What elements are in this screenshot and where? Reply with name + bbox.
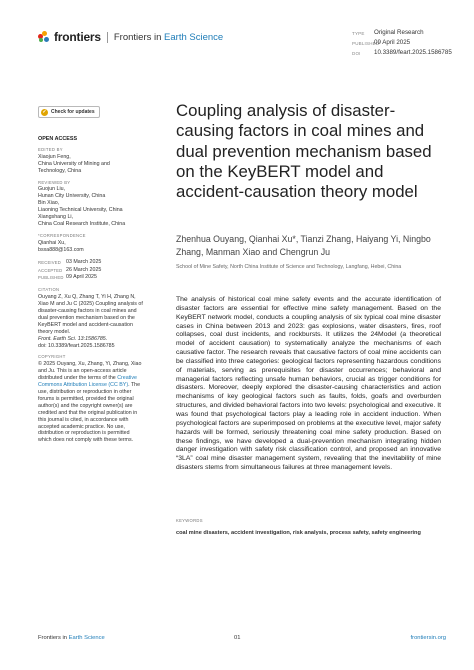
received-key: RECEIVED [38,259,62,265]
meta-doi-value[interactable]: 10.3389/feart.2025.1586785 [374,49,452,56]
received-value: 03 March 2025 [66,258,102,265]
citation-doi[interactable]: doi: 10.3389/feart.2025.1586785 [38,342,115,349]
meta-type-value: Original Research [374,29,424,36]
license-link[interactable]: Creative Commons Attribution License (CC BY) [38,375,137,389]
citation-text: Ouyang Z, Xu Q, Zhang T, Yi H, Zhang N, Xiao M and Ju C (2025) Coupling analysis of disaster-causing factors in coal mines and dual prevention mechanism based on the KeyBERT model and accident-causation theory model. [38,294,143,335]
article-meta [352,28,452,58]
meta-doi-key: DOI [352,51,361,56]
author-affiliation: School of Mine Safety, North China Institute of Science and Technology, Langfang, Hebei, China [176,264,402,270]
accepted-value: 26 March 2025 [66,266,102,273]
reviewed-by-text: Guojun Liu, Hunan City University, China Bin Xiao, Liaoning Technical University, China Xiangshang Li, China Coal Research Institute, China [38,186,126,227]
correspondence-text: Qianhai Xu, bsxa888@163.com [38,239,84,253]
brand-divider [107,32,108,43]
page-number: 01 [234,635,241,641]
meta-type-key: TYPE [352,31,365,36]
edited-by-heading: EDITED BY [38,146,63,152]
copyright-text: © 2025 Ouyang, Xu, Zhang, Yi, Zhang, Xiao and Ju. This is an open-access article distributed under the terms of the Creative Commons Attribution License (CC BY). The use, distribution or reproduction in other forums is permitted, provided the original author(s) and the copyright owner(s) are credited and that the original publication in this journal is cited, in accordance with accepted academic practice. No use, distribution or reproduction is permitted which does not comply with these terms. [38,361,142,444]
journal-brand [38,30,223,44]
abstract-text: The analysis of historical coal mine safety events and the accurate identification of disaster factors are essential for effective mine safety management. Based on the KeyBERT network model, conducts a coupling analysis of six typical coal mine disaster cases in China between 2013 and 2023: gas explosions, water disasters, fires, roof collapses, coal dust incidents, and rockbursts. It utilizes the 24Model (a theoretical model of accident causation) to systematically analyze the mechanisms of each causative factor. The research reveals that causative factors of coal mine accidents can be classified into three categories: geological factors representing hazardous conditions of materials, serving as prerequisites for disaster occurrences; behavioral and managerial factors reflecting unsafe human behaviors, crucial as trigger conditions for disasters. Moreover, deeply explored the disaster-causing characteristics and action mechanisms of key geological factors such as faults, folds, goafs and overburden structures, and divided behavioral factors into two levels: psychological and executive. It was found that psychological factors play a leading role in accident induction. When psychological factors are superimposed on problems at the executive level, major safety hazards will be formed, seriously threatening coal mine safety production. Based on these findings, we have developed a dual-prevention mechanism integrating hidden danger investigation with safety risk classification control, and proposed an innovative “3LA” coal mine disaster management system, revealing that the inevitability of mine disasters stems from simultaneous failures at three management levels. [176,296,441,472]
citation-heading: CITATION [38,287,60,293]
meta-published-value: 09 April 2025 [374,39,411,46]
keywords-heading: KEYWORDS [176,518,203,523]
article-sidebar [38,106,158,444]
correspondence-heading: *CORRESPONDENCE [38,232,86,238]
reviewed-by-heading: REVIEWED BY [38,179,71,185]
article-dates [38,259,158,283]
published-key: PUBLISHED [38,275,64,281]
author-list: Zhenhua Ouyang, Qianhai Xu*, Tianzi Zhang, Haiyang Yi, Ningbo Zhang, Manman Xiao and Chengrun Ju [176,234,431,257]
journal-name[interactable]: Frontiers in Earth Science [113,31,224,43]
citation-journal: Front. Earth Sci. 13:1586785. [38,335,108,342]
meta-published-key: PUBLISHED [352,41,380,46]
published-value: 09 April 2025 [66,274,97,281]
check-for-updates-label: Check for updates [51,108,95,115]
check-for-updates-button[interactable] [38,106,100,118]
open-access-label: OPEN ACCESS [38,136,78,142]
accepted-key: ACCEPTED [38,267,63,273]
article-title: Coupling analysis of disaster-causing factors in coal mines and dual prevention mechanism based on the KeyBERT model and accident-causation theory model [176,101,432,202]
refresh-check-icon: ✓ [42,108,47,115]
keywords-list: coal mine disasters, accident investigation, risk analysis, process safety, safety engineering [176,530,421,536]
brand-wordmark: frontiers [54,30,101,44]
copyright-heading: COPYRIGHT [38,354,66,360]
edited-by-text: Xiaojun Feng, China University of Mining and Technology, China [38,153,110,174]
footer-site-link[interactable]: frontiersin.org [410,635,446,641]
footer-journal[interactable]: Frontiers in Earth Science [38,635,105,641]
frontiers-logo-icon [38,31,50,43]
